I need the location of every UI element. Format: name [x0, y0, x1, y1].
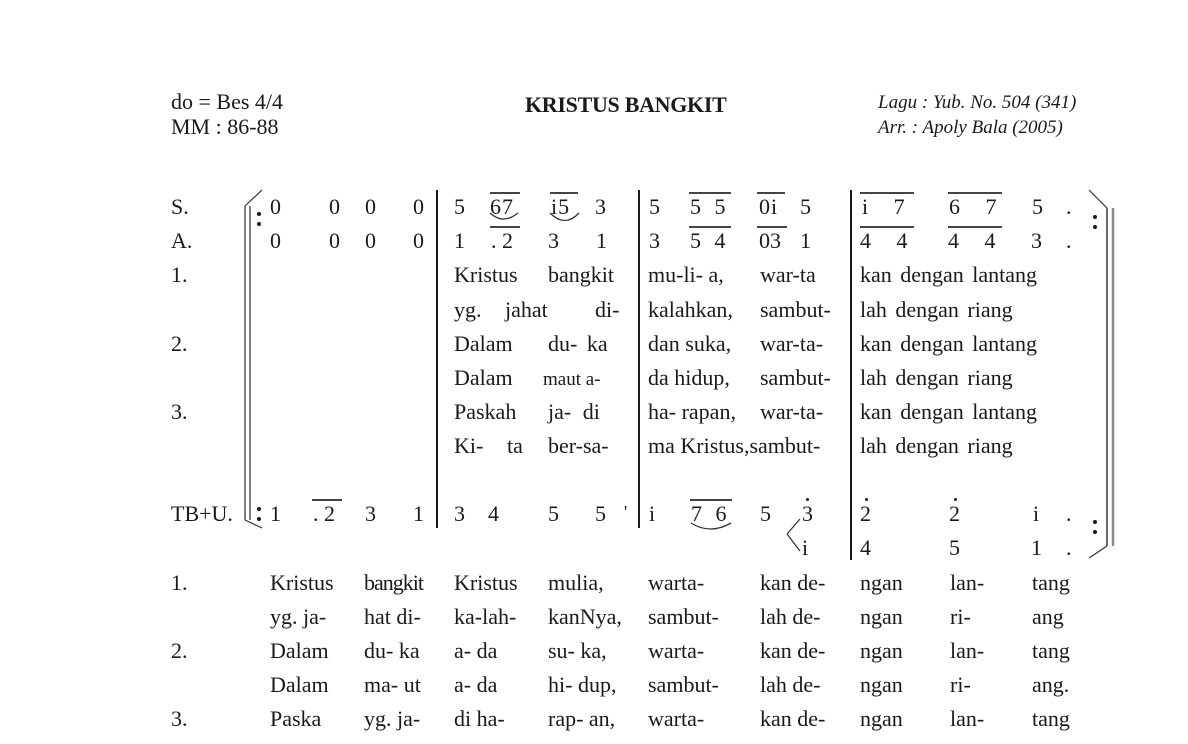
lyric: ngan — [860, 706, 903, 731]
lyric: hi- dup, — [548, 672, 617, 697]
lyric: ma Kristus,sambut- — [648, 433, 821, 458]
lyric: Paskah — [454, 399, 517, 424]
lyric: su- ka, — [548, 638, 607, 663]
repeat-dot — [257, 517, 261, 521]
note: 5 — [760, 501, 771, 526]
lyric: ri- — [950, 672, 971, 697]
lyric: Kristus — [454, 570, 518, 595]
repeat-dot — [1093, 215, 1097, 219]
dot-extension: . — [1066, 194, 1072, 219]
dot-extension: . — [1066, 501, 1072, 526]
note: 1 — [596, 228, 607, 253]
note: 1 — [413, 501, 424, 526]
lyric: lan- — [950, 638, 985, 663]
octave-dot — [954, 498, 957, 501]
beam-line — [690, 499, 732, 501]
lyric: a- da — [454, 672, 498, 697]
note-pair: 5 4 — [690, 228, 726, 253]
note-pair: 4 4 — [860, 228, 908, 253]
lyric: yg. — [454, 297, 482, 322]
lyric: warta- — [648, 638, 705, 663]
lyric: ka-lah- — [454, 604, 517, 629]
lyric: war-ta- — [760, 399, 824, 424]
note: 5 — [454, 194, 465, 219]
lyric: a- da — [454, 638, 498, 663]
lyric: sambut- — [760, 365, 831, 390]
lyric: maut a- — [543, 369, 601, 390]
lyric: ngan — [860, 672, 903, 697]
alto-label: A. — [171, 228, 193, 253]
note-high: i — [1033, 501, 1040, 526]
note-pair: i5 — [551, 194, 571, 219]
lyric: da hidup, — [648, 365, 730, 390]
lyric: Kristus — [270, 570, 334, 595]
beam-line — [490, 192, 520, 194]
arranger-credit: Arr. : Apoly Bala (2005) — [878, 117, 1063, 138]
lyric: lah de- — [760, 604, 821, 629]
note: 5 — [649, 194, 660, 219]
beam-line — [689, 192, 731, 194]
octave-dot — [806, 498, 809, 501]
verse-label-1: 1. — [171, 262, 188, 287]
note-pair: 5 5 — [690, 194, 726, 219]
lyric: warta- — [648, 570, 705, 595]
lyric: bangkit — [364, 570, 423, 595]
lyric: ang — [1032, 604, 1064, 629]
note-pair: 03 — [759, 228, 781, 253]
lyric: warta- — [648, 706, 705, 731]
verse-label: 2. — [171, 638, 188, 663]
beam-line — [860, 192, 914, 194]
beam-line — [490, 226, 520, 228]
lyric: kan dengan lantang — [860, 399, 1038, 424]
note: 0 — [329, 194, 340, 219]
note-pair: 0i — [759, 194, 779, 219]
lyric: du- ka — [364, 638, 420, 663]
lyric: Ki- — [454, 433, 484, 458]
note: 1 — [800, 228, 811, 253]
lyric: kan dengan lantang — [860, 331, 1038, 356]
repeat-dot — [1093, 520, 1097, 524]
lyric: ta — [507, 433, 523, 458]
lyric: lah de- — [760, 672, 821, 697]
key-signature: do = Bes 4/4 — [171, 89, 284, 114]
lyric: sambut- — [760, 297, 831, 322]
note: 3 — [649, 228, 660, 253]
lyric: kanNya, — [548, 604, 622, 629]
note: 5 — [1032, 194, 1043, 219]
lyric: yg. ja- — [270, 604, 327, 629]
lyric: jahat — [505, 297, 548, 322]
lyric: mu-li- a, — [648, 262, 724, 287]
lyric: Dalam — [270, 672, 329, 697]
verse-label-3: 3. — [171, 399, 188, 424]
beam-line — [757, 192, 785, 194]
lyric: kan dengan lantang — [860, 262, 1038, 287]
lyric: di- — [595, 297, 620, 322]
lyric: lan- — [950, 706, 985, 731]
note: 0 — [270, 228, 281, 253]
verse-label-2: 2. — [171, 331, 188, 356]
note: 0 — [270, 194, 281, 219]
lyric: sambut- — [648, 604, 719, 629]
lyric: kalahkan, — [648, 297, 733, 322]
note: 5 — [800, 194, 811, 219]
lyric: Dalam — [454, 331, 513, 356]
lyric: ngan — [860, 638, 903, 663]
note-pair: i 7 — [862, 194, 905, 219]
note: 4 — [860, 535, 871, 560]
lyric: lah dengan riang — [860, 297, 1013, 322]
lyric: lah dengan riang — [860, 433, 1013, 458]
repeat-dot — [1093, 225, 1097, 229]
lyric: ja- di — [548, 399, 600, 424]
beam-line — [948, 226, 1002, 228]
lyric: lah dengan riang — [860, 365, 1013, 390]
beam-line — [948, 192, 1002, 194]
note: 1 — [270, 501, 281, 526]
note-pair: 7 6 — [691, 501, 727, 526]
lyric: sambut- — [648, 672, 719, 697]
lyric: Dalam — [454, 365, 513, 390]
note-pair: 4 4 — [948, 228, 996, 253]
lyric: ma- ut — [364, 672, 421, 697]
dot-extension: . — [1066, 228, 1072, 253]
note: 0 — [413, 228, 424, 253]
soprano-label: S. — [171, 194, 189, 219]
note: 0 — [365, 194, 376, 219]
note-high: 3 — [802, 501, 813, 526]
note-high: i — [802, 535, 809, 560]
note: 0 — [329, 228, 340, 253]
note: 0 — [413, 194, 424, 219]
lyric: tang — [1032, 638, 1070, 663]
lyric: war-ta- — [760, 331, 824, 356]
lyric: hat di- — [364, 604, 421, 629]
note: 4 — [488, 501, 499, 526]
lyric: Paska — [270, 706, 322, 731]
repeat-dot — [1093, 530, 1097, 534]
note-pair: . 2 — [313, 501, 335, 526]
repeat-dot — [257, 507, 261, 511]
note-high: 2 — [949, 501, 960, 526]
lyric: ri- — [950, 604, 971, 629]
octave-dot — [865, 498, 868, 501]
tempo-marking: MM : 86-88 — [171, 114, 279, 139]
note: 1 — [1031, 535, 1042, 560]
lyric: Dalam — [270, 638, 329, 663]
lyric: bangkit — [548, 262, 614, 287]
beam-line — [757, 226, 787, 228]
lyric: ngan — [860, 604, 903, 629]
note-pair: 6 7 — [949, 194, 997, 219]
lyric: ber-sa- — [548, 433, 609, 458]
note: 3 — [1031, 228, 1042, 253]
lyric: mulia, — [548, 570, 604, 595]
lyric: rap- an, — [548, 706, 616, 731]
note-pair: . 2 — [491, 228, 513, 253]
lyric: Kristus — [454, 262, 518, 287]
beam-line — [312, 499, 342, 501]
lyric: ang. — [1032, 672, 1070, 697]
note: 3 — [365, 501, 376, 526]
lyric: tang — [1032, 570, 1070, 595]
note: i — [649, 501, 656, 526]
repeat-dot — [257, 222, 261, 226]
note: 1 — [454, 228, 465, 253]
note-high: 2 — [860, 501, 871, 526]
dot-extension: . — [1066, 535, 1072, 560]
note: 5 — [949, 535, 960, 560]
note: 3 — [548, 228, 559, 253]
note: 3 — [595, 194, 606, 219]
verse-label: 3. — [171, 706, 188, 731]
beam-line — [860, 226, 914, 228]
lyric: war-ta — [760, 262, 816, 287]
lyric: du- ka — [548, 331, 608, 356]
source-reference: Lagu : Yub. No. 504 (341) — [878, 92, 1077, 113]
bass-label: TB+U. — [171, 501, 233, 526]
lyric: yg. ja- — [364, 706, 421, 731]
beam-line — [689, 226, 731, 228]
note: 5 — [548, 501, 559, 526]
note: 3 — [454, 501, 465, 526]
note: 0 — [365, 228, 376, 253]
song-title: KRISTUS BANGKIT — [525, 92, 727, 117]
lyric: lan- — [950, 570, 985, 595]
lyric: ha- rapan, — [648, 399, 736, 424]
repeat-dot — [257, 212, 261, 216]
lyric: tang — [1032, 706, 1070, 731]
lyric: kan de- — [760, 638, 826, 663]
lyric: ngan — [860, 570, 903, 595]
note-pair: 67 — [490, 194, 514, 219]
note: 5 — [595, 501, 606, 526]
beam-line — [550, 192, 578, 194]
lyric: kan de- — [760, 570, 826, 595]
verse-label: 1. — [171, 570, 188, 595]
lyric: dan suka, — [648, 331, 732, 356]
breath-mark: ' — [624, 502, 628, 522]
lyric: kan de- — [760, 706, 826, 731]
lyric: di ha- — [454, 706, 505, 731]
